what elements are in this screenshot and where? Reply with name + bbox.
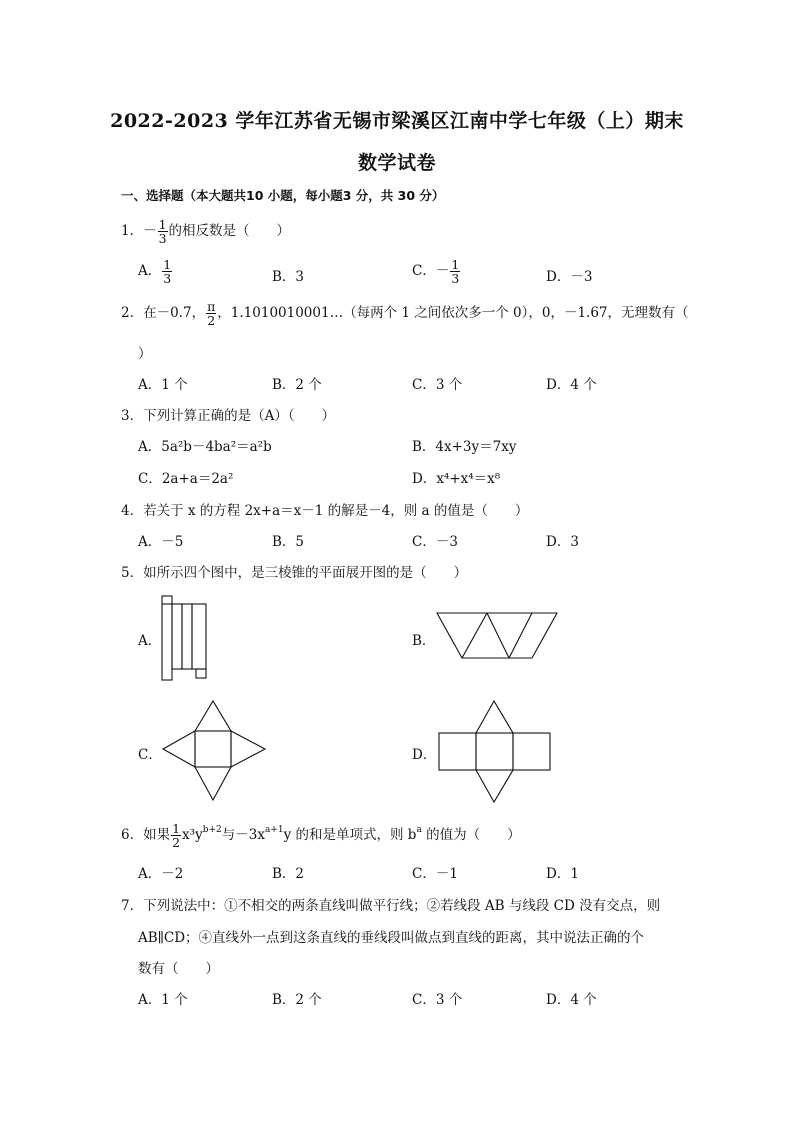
question-7-line-3: 数有（ ） bbox=[138, 961, 219, 977]
option-d[interactable]: D．1 bbox=[546, 866, 579, 882]
question-6: 6．如果 $\frac{1}{2}$ $x^3y^{b+2}$与$-3x^{a+1}y$ 的和是单项式，则 $b^a$ 的值为（ ） bbox=[121, 821, 521, 850]
option-b[interactable]: B．4x+3y＝7xy bbox=[412, 439, 517, 455]
question-text: 的相反数是（ ） bbox=[168, 223, 291, 239]
option-a[interactable]: A．－2 bbox=[138, 866, 184, 882]
option-d[interactable]: D．3 bbox=[546, 534, 579, 550]
option-c[interactable]: C．－1 bbox=[412, 866, 458, 882]
option-b[interactable]: B．5 bbox=[272, 534, 305, 550]
fraction: $\frac{\pi}{2}$ bbox=[207, 299, 216, 328]
question-1 bbox=[121, 218, 290, 245]
option-c[interactable]: C．－ $\frac{1}{3}$ bbox=[412, 257, 460, 286]
option-b[interactable]: B．2 个 bbox=[272, 377, 322, 393]
option-d[interactable]: D．x⁴+x⁴＝x⁸ bbox=[412, 471, 501, 487]
fraction: $\frac{1}{3}$ bbox=[451, 257, 460, 286]
option-c[interactable]: C．3 个 bbox=[412, 377, 463, 393]
fraction: $\frac{1}{2}$ bbox=[172, 821, 181, 850]
option-b[interactable]: B．2 个 bbox=[272, 992, 322, 1008]
fraction: $\frac{1}{3}$ bbox=[158, 217, 167, 246]
option-d[interactable]: D．－3 bbox=[546, 269, 593, 285]
question-number: 1． bbox=[121, 223, 144, 239]
option-a[interactable]: A．5a²b－4ba²＝a²b bbox=[138, 439, 272, 455]
option-d[interactable]: D．4 个 bbox=[546, 992, 597, 1008]
option-d[interactable]: D．4 个 bbox=[546, 377, 597, 393]
net-figure-a bbox=[156, 592, 216, 684]
option-b[interactable]: B．2 bbox=[272, 866, 305, 882]
minus-sign: － bbox=[143, 223, 157, 239]
net-figure-d bbox=[436, 698, 554, 806]
net-figure-c bbox=[160, 698, 270, 806]
option-a[interactable]: A．－5 bbox=[138, 534, 184, 550]
section-heading: 一、选择题（本大题共10 小题，每小题3 分，共 30 分） bbox=[121, 188, 445, 203]
option-a[interactable]: A．1 个 bbox=[138, 992, 188, 1008]
question-number: 2． bbox=[121, 305, 144, 321]
question-4: 4．若关于 x 的方程 2x+a＝x－1 的解是－4，则 a 的值是（ ） bbox=[121, 503, 529, 519]
option-a[interactable]: A．1 个 bbox=[138, 377, 188, 393]
question-3: 3．下列计算正确的是（A）（ ） bbox=[121, 408, 336, 424]
option-c[interactable]: C．3 个 bbox=[412, 992, 463, 1008]
option-a[interactable]: A． $\frac{1}{3}$ bbox=[138, 257, 172, 286]
question-7: 7．下列说法中：①不相交的两条直线叫做平行线；②若线段 AB 与线段 CD 没有交点，则 bbox=[121, 898, 661, 914]
question-2: 2．在－0.7， $\frac{\pi}{2}$ ，1.1010010001…（每两个 1 之间依次多一个 0），0，－1.67，无理数有（ bbox=[121, 299, 689, 328]
fraction: $\frac{1}{3}$ bbox=[163, 257, 172, 286]
page-subtitle: 数学试卷 bbox=[357, 152, 436, 174]
option-d[interactable]: D． bbox=[412, 747, 437, 763]
question-2-continued: ） bbox=[138, 346, 152, 362]
question-7-line-2: AB∥CD；④直线外一点到这条直线的垂线段叫做点到直线的距离，其中说法正确的个 bbox=[138, 930, 645, 946]
question-5: 5．如所示四个图中，是三棱锥的平面展开图的是（ ） bbox=[121, 565, 468, 581]
option-c[interactable]: C．2a+a＝2a² bbox=[138, 471, 234, 487]
page-title: 2022-2023 学年江苏省无锡市梁溪区江南中学七年级（上）期末 bbox=[110, 110, 684, 132]
option-a[interactable]: A． bbox=[138, 633, 162, 649]
option-c[interactable]: C． bbox=[138, 747, 162, 763]
option-c[interactable]: C．－3 bbox=[412, 534, 458, 550]
net-figure-b bbox=[432, 610, 562, 662]
option-b[interactable]: B．3 bbox=[272, 269, 305, 285]
option-b[interactable]: B． bbox=[412, 633, 436, 649]
